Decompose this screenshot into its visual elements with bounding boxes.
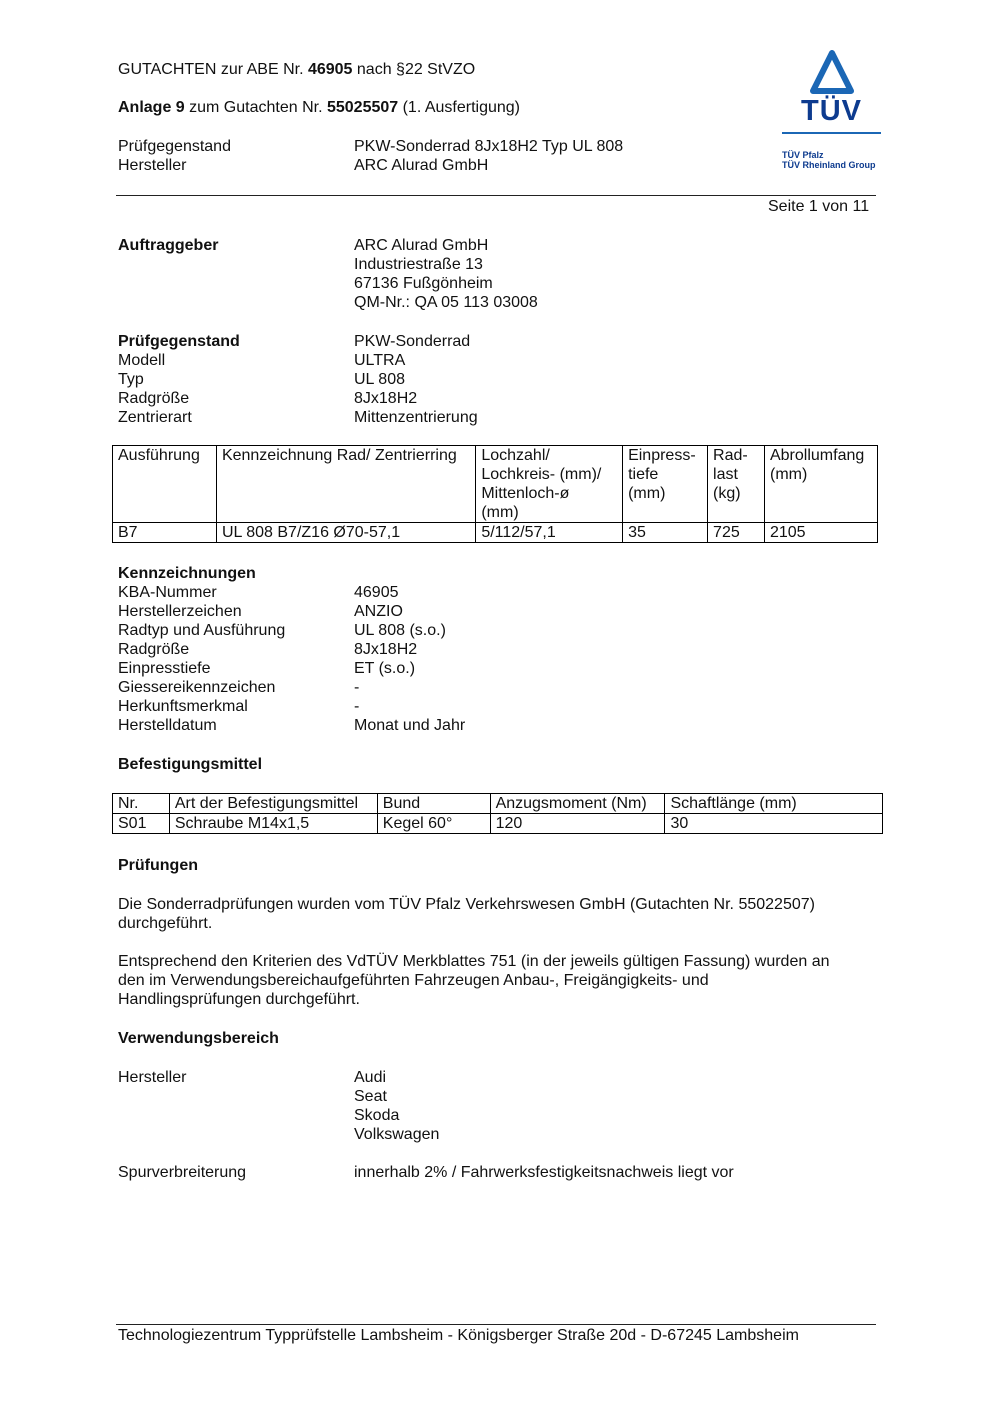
- hersteller-list: [354, 1068, 439, 1144]
- table-header-row: [113, 794, 883, 814]
- table-header-cell: Art der Befestigungsmittel: [169, 794, 377, 814]
- kennzeichnungen-heading: Kennzeichnungen: [118, 565, 256, 582]
- table-header-cell: Anzugsmoment (Nm): [490, 794, 665, 814]
- kennz-label: KBA-Nummer: [118, 584, 217, 601]
- verwendungsbereich-heading: Verwendungsbereich: [118, 1030, 279, 1047]
- hersteller-label: Hersteller: [118, 1069, 187, 1086]
- table-cell: 35: [623, 523, 708, 543]
- table-cell: Schraube M14x1,5: [169, 814, 377, 834]
- logo-subline-2: TÜV Rheinland Group: [782, 160, 876, 170]
- meta-label: Prüfgegenstand: [118, 138, 231, 155]
- table-header-cell: Rad- last (kg): [708, 446, 765, 523]
- header-line-2: Anlage 9 zum Gutachten Nr. 55025507 (1. Ausfertigung): [118, 99, 520, 116]
- kennz-label: Herstellerzeichen: [118, 603, 242, 620]
- logo-divider: [782, 132, 881, 134]
- address-line: ARC Alurad GmbH: [354, 237, 489, 254]
- table-header-row: [113, 446, 878, 523]
- pruef-value: PKW-Sonderrad: [354, 333, 471, 350]
- address-line: QM-Nr.: QA 05 113 03008: [354, 294, 538, 311]
- pruef-value: Mittenzentrierung: [354, 409, 478, 426]
- header-line-1: GUTACHTEN zur ABE Nr. 46905 nach §22 StVZO: [118, 61, 476, 78]
- pruefungen-heading: Prüfungen: [118, 857, 198, 874]
- pruef-label: Modell: [118, 352, 166, 369]
- pruef-value: ULTRA: [354, 352, 406, 369]
- pruefungen-paragraph-1: [118, 895, 815, 933]
- address-line: 67136 Fußgönheim: [354, 275, 493, 292]
- table-cell: 725: [708, 523, 765, 543]
- kennz-value: -: [354, 698, 360, 715]
- table-cell: Kegel 60°: [377, 814, 490, 834]
- table-cell: 30: [665, 814, 883, 834]
- pruef-label: Radgröße: [118, 390, 190, 407]
- meta-label: Hersteller: [118, 157, 187, 174]
- pruef-value: 8Jx18H2: [354, 390, 418, 407]
- kennz-label: Einpresstiefe: [118, 660, 211, 677]
- address-line: Industriestraße 13: [354, 256, 483, 273]
- kennz-value: ET (s.o.): [354, 660, 416, 677]
- table-cell: 5/112/57,1: [476, 523, 623, 543]
- pruefungen-paragraph-2: [118, 952, 830, 1009]
- pruef-label: Zentrierart: [118, 409, 192, 426]
- tuev-logo: [782, 50, 882, 172]
- table-header-cell: Nr.: [113, 794, 170, 814]
- kennz-value: ANZIO: [354, 603, 403, 620]
- list-item: Volkswagen: [354, 1126, 440, 1143]
- befestigung-heading: Befestigungsmittel: [118, 756, 263, 773]
- list-item: Audi: [354, 1069, 387, 1086]
- header-meta-values: [354, 137, 623, 175]
- anlage-number: Anlage 9: [118, 99, 185, 116]
- table-cell: S01: [113, 814, 170, 834]
- paragraph-line: Handlingsprüfungen durchgeführt.: [118, 991, 360, 1008]
- logo-subline-1: TÜV Pfalz: [782, 150, 824, 160]
- table-row: [113, 814, 883, 834]
- paragraph-line: den im Verwendungsbereichaufgeführten Fahrzeugen Anbau-, Freigängigkeits- und: [118, 972, 709, 989]
- table-header-cell: Lochzahl/ Lochkreis- (mm)/ Mittenloch-ø (mm): [476, 446, 623, 523]
- pruef-label: Typ: [118, 371, 144, 388]
- list-item: Seat: [354, 1088, 387, 1105]
- footer-text: Technologiezentrum Typprüfstelle Lambsheim - Königsberger Straße 20d - D-67245 Lambsheim: [118, 1327, 799, 1344]
- table-cell: 120: [490, 814, 665, 834]
- kennz-label: Radgröße: [118, 641, 190, 658]
- paragraph-line: durchgeführt.: [118, 915, 213, 932]
- kennz-value: 46905: [354, 584, 399, 601]
- auftraggeber-address: [354, 236, 538, 312]
- list-item: Skoda: [354, 1107, 400, 1124]
- befestigung-table: [112, 793, 883, 834]
- footer-divider: [116, 1324, 876, 1325]
- table-header-cell: Abrollumfang (mm): [764, 446, 877, 523]
- pruefgegenstand-heading: Prüfgegenstand: [118, 333, 240, 350]
- spurverbreiterung-value: innerhalb 2% / Fahrwerksfestigkeitsnachweis liegt vor: [354, 1164, 734, 1181]
- spurverbreiterung-label: Spurverbreiterung: [118, 1164, 247, 1181]
- kennz-value: UL 808 (s.o.): [354, 622, 446, 639]
- gutachten-number: 55025507: [326, 99, 399, 116]
- kennzeichnungen-values: [354, 583, 465, 735]
- meta-value: ARC Alurad GmbH: [354, 157, 489, 174]
- kennz-value: 8Jx18H2: [354, 641, 418, 658]
- kennz-value: Monat und Jahr: [354, 717, 466, 734]
- pruefgegenstand-labels: [118, 332, 240, 427]
- auftraggeber-label: Auftraggeber: [118, 237, 219, 254]
- table-row: [113, 523, 878, 543]
- logo-wordmark: TÜV: [801, 95, 862, 127]
- table-header-cell: Schaftlänge (mm): [665, 794, 883, 814]
- header-divider: [116, 195, 876, 196]
- kennz-value: -: [354, 679, 360, 696]
- table-header-cell: Kennzeichnung Rad/ Zentrierring: [216, 446, 475, 523]
- kennzeichnungen-labels: [118, 583, 285, 735]
- wheel-spec-table: [112, 445, 878, 543]
- pruefgegenstand-values: [354, 332, 478, 427]
- table-header-cell: Bund: [377, 794, 490, 814]
- pruef-value: UL 808: [354, 371, 405, 388]
- table-cell: UL 808 B7/Z16 Ø70-57,1: [216, 523, 475, 543]
- paragraph-line: Entsprechend den Kriterien des VdTÜV Merkblattes 751 (in der jeweils gültigen Fassung) wurden an: [118, 953, 830, 970]
- table-header-cell: Einpress- tiefe (mm): [623, 446, 708, 523]
- page-number: Seite 1 von 11: [768, 198, 870, 215]
- paragraph-line: Die Sonderradprüfungen wurden vom TÜV Pfalz Verkehrswesen GmbH (Gutachten Nr. 55022507): [118, 896, 815, 913]
- header-meta-labels: [118, 137, 231, 175]
- table-header-cell: Ausführung: [113, 446, 217, 523]
- kennz-label: Giessereikennzeichen: [118, 679, 276, 696]
- table-cell: B7: [113, 523, 217, 543]
- kennz-label: Herstelldatum: [118, 717, 217, 734]
- kennz-label: Radtyp und Ausführung: [118, 622, 286, 639]
- kennz-label: Herkunftsmerkmal: [118, 698, 248, 715]
- meta-value: PKW-Sonderrad 8Jx18H2 Typ UL 808: [354, 138, 624, 155]
- table-cell: 2105: [764, 523, 877, 543]
- triangle-logo-icon: [782, 50, 882, 96]
- abe-number: 46905: [307, 61, 353, 78]
